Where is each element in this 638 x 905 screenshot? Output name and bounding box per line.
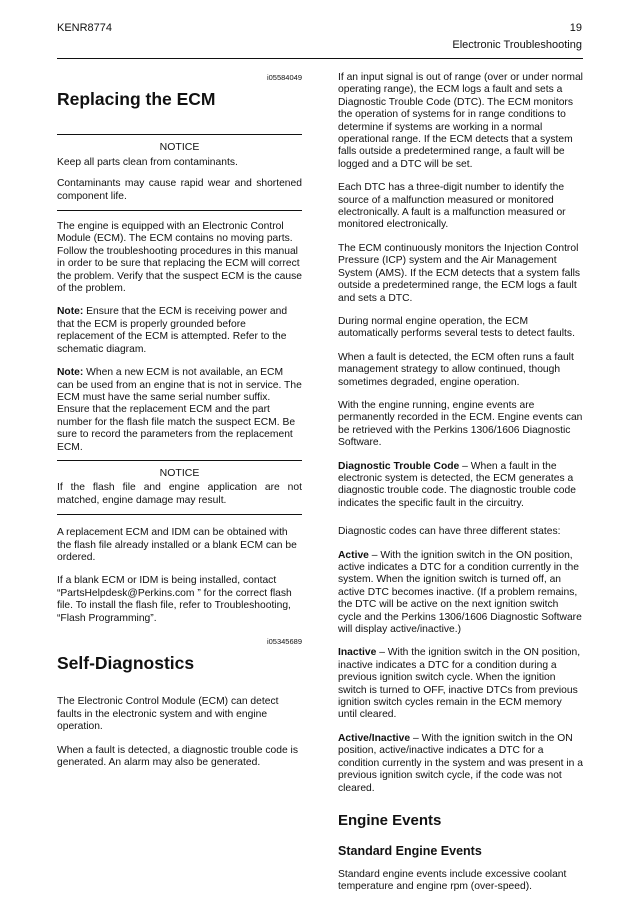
definition-paragraph (338, 461, 583, 511)
term-label: Inactive (338, 647, 377, 659)
term-label: Diagnostic Trouble Code (338, 460, 460, 472)
notice-title: NOTICE (159, 466, 200, 479)
header-rule (57, 58, 583, 59)
note-paragraph (57, 306, 302, 356)
definition-paragraph (338, 647, 583, 721)
note-text: Ensure that the ECM is receiving power and that the ECM is properly grounded before replacement of the ECM is attempted. Refer to the schematic diagram. (57, 306, 288, 355)
note-paragraph (57, 367, 302, 454)
definition-paragraph (338, 733, 583, 795)
heading-self-diagnostics: Self-Diagnostics (57, 653, 195, 674)
section-title: Electronic Troubleshooting (452, 39, 582, 51)
note-label: Note: (57, 367, 84, 379)
paragraph: The Electronic Control Module (ECM) can detect faults in the electronic system and with engine operation. (57, 696, 279, 733)
reference-id: i05584049 (266, 73, 302, 82)
notice-text: Contaminants may cause rapid wear and shortened component life. (57, 178, 302, 202)
notice-box (57, 460, 302, 515)
definition-paragraph (338, 550, 583, 637)
notice-text: Keep all parts clean from contaminants. (57, 156, 238, 168)
document-id: KENR8774 (57, 22, 113, 34)
paragraph: The ECM continuously monitors the Injection Control Pressure (ICP) system and the Air Management System (AMS). If the ECM detects that a system falls outside a predetermined range, the ECM logs a fault and sets a DTC. (338, 242, 581, 304)
heading-standard-engine-events: Standard Engine Events (338, 843, 482, 858)
term-label: Active (338, 549, 369, 561)
notice-box (57, 134, 302, 211)
left-column (57, 72, 302, 780)
term-text: – With the ignition switch in the ON position, active/inactive indicates a DTC for a condition currently in the system and was present in a previous ignition switch cycle, if the code was not cleared. (338, 732, 583, 794)
paragraph: When a fault is detected, the ECM often runs a fault management strategy to allow continued, though sometimes degraded, engine operation. (338, 351, 574, 388)
paragraph: Diagnostic codes can have three different states: (338, 526, 561, 538)
paragraph: A replacement ECM and IDM can be obtained with the flash file already installed or a blank ECM can be ordered. (57, 527, 297, 563)
reference-id: i05345689 (266, 637, 302, 646)
heading-engine-events: Engine Events (338, 811, 442, 829)
paragraph: With the engine running, engine events are permanently recorded in the ECM. Engine events can be retrieved with the Perkins 1306/1606 Diagnostic Software. (338, 399, 583, 449)
term-text: – With the ignition switch in the ON position, active indicates a DTC for a condition currently in the system. When the ignition switch is turned off, an active DTC becomes inactive. (If a problem remains, the DTC will be active on the next ignition switch cycle and the Perkins 1306/1606 Diagnostic Software will display active/inactive.) (338, 549, 582, 636)
paragraph: Standard engine events include excessive coolant temperature and engine rpm (over-speed). (338, 868, 567, 893)
term-text: – With the ignition switch in the ON position, inactive indicates a DTC for a condition during a previous ignition switch cycle. When the ignition switch is turned to OFF, inactive DTCs from previous ignition switch cycles remain in the ECM memory until cleared. (338, 647, 581, 721)
paragraph: Each DTC has a three-digit number to identify the source of a malfunction measured or monitored electronically. A fault is a malfunction measured or monitored electronically. (338, 182, 566, 231)
right-column (338, 72, 583, 905)
paragraph: If an input signal is out of range (over or under normal operating range), the ECM logs a fault and sets a Diagnostic Trouble Code (DTC). The ECM monitors the operation of systems for in range conditions to determine if systems are working in a normal operational range. If the ECM detects that a system falls outside a predetermined range, a fault will be logged and a DTC will be set. (338, 72, 583, 170)
notice-title: NOTICE (159, 141, 200, 154)
note-label: Note: (57, 306, 84, 318)
notice-text: If the flash file and engine application are not matched, engine damage may result. (57, 482, 302, 506)
paragraph: The engine is equipped with an Electronic Control Module (ECM). The ECM contains no moving parts. Follow the troubleshooting procedures in this manual in order to be sure that replacing the ECM will correct the problem. Verify that the suspect ECM is the cause of the problem. (57, 221, 302, 295)
term-label: Active/Inactive (338, 732, 411, 744)
page-number: 19 (569, 22, 582, 34)
note-text: When a new ECM is not available, an ECM can be used from an engine that is not in service. The ECM must have the same serial number suffix. Ensure that the replacement ECM and the part number for the flash file match the suspect ECM. Be sure to record the parameters from the replacement ECM. (57, 367, 302, 453)
paragraph: When a fault is detected, a diagnostic trouble code is generated. An alarm may also be generated. (57, 744, 298, 769)
heading-replacing-ecm: Replacing the ECM (57, 89, 216, 110)
paragraph: During normal engine operation, the ECM automatically performs several tests to detect faults. (338, 315, 575, 340)
term-text: – When a fault in the electronic system is detected, the ECM generates a diagnostic trouble code. The diagnostic trouble code indicates the specific fault in the circuitry. (338, 460, 576, 509)
paragraph: If a blank ECM or IDM is being installed, contact “PartsHelpdesk@Perkins.com ” for the correct flash file. To install the flash file, refer to Troubleshooting, “Flash Programming”. (57, 575, 292, 624)
